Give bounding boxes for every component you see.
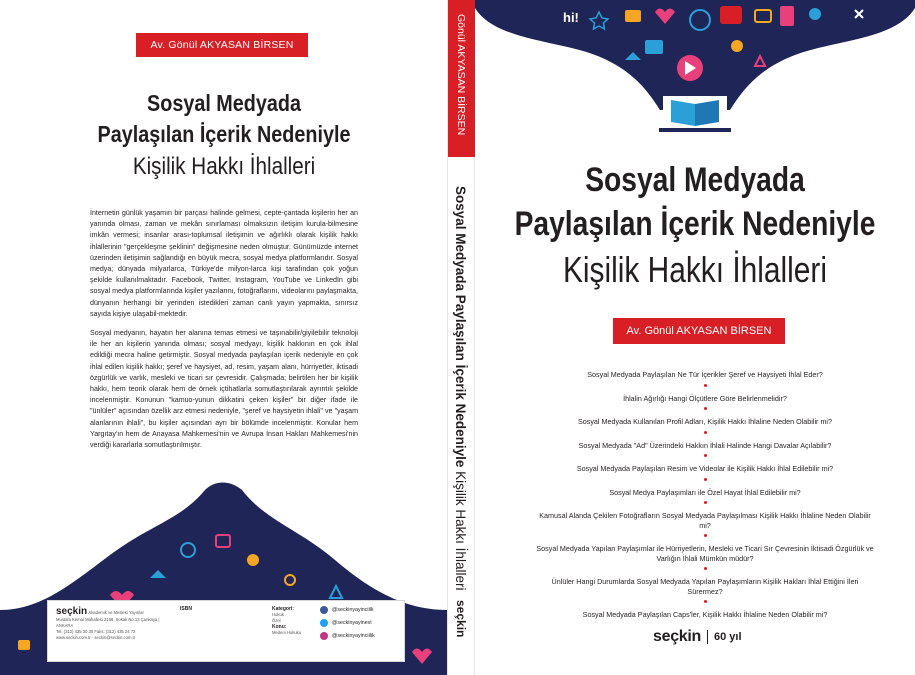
- imprint-logo: seçkin: [56, 606, 88, 617]
- spine-logo: seçkin: [454, 600, 468, 638]
- isbn-label: ISBN: [180, 606, 192, 612]
- question-item: Sosyal Medya Paylaşımları ile Özel Hayat İhlal Edilebilir mi?: [609, 487, 801, 497]
- twitter-handle: @seckinyayinevi: [332, 620, 372, 626]
- question-item: Sosyal Medyada Paylaşılan Ne Tür İçerikler Şeref ve Haysiyeti İhlal Eder?: [587, 370, 823, 379]
- question-separator-dot: [704, 600, 707, 603]
- social-instagram[interactable]: [320, 632, 404, 640]
- back-author-badge: Av. Gönül AKYASAN BİRSEN: [136, 33, 308, 57]
- topic-value: Medeni Hukuku: [272, 630, 302, 635]
- back-title-line3: Kişilik Hakkı İhlalleri: [132, 153, 316, 180]
- spine-author: Gönül AKYASAN BİRSEN: [455, 14, 467, 136]
- instagram-handle: @seckinyayinciilik: [332, 633, 375, 639]
- front-title-line3: Kişilik Hakkı İhlalleri: [562, 249, 827, 290]
- imprint-address: Mustafa Kemal Mahallesi 2158. Sokak No:13 Çankaya | ANKARA: [56, 617, 160, 628]
- question-item: Sosyal Medyada Paylaşılan Resim ve Videolar ile Kişilik Hakkı İhlal Edilebilir mi?: [576, 464, 834, 473]
- question-separator-dot: [704, 407, 707, 410]
- publisher-imprint-box: [47, 600, 405, 662]
- imprint-phone: Tel: (312) 435 30 30 Faks: (312) 435 24 72: [56, 629, 136, 634]
- imprint-address-col: [56, 606, 171, 641]
- question-separator-dot: [704, 384, 707, 387]
- subcategory-value: Özel: [272, 618, 281, 623]
- back-title: [40, 88, 408, 184]
- back-title-line2: Paylaşılan İçerik Nedeniyle: [97, 121, 351, 147]
- category-label: Kategori:: [272, 606, 294, 612]
- front-logo-brand: seçkin: [653, 628, 702, 645]
- spine-title-bold: Sosyal Medyada Paylaşılan İçerik Nedeniyle: [453, 186, 468, 468]
- front-title: [475, 158, 915, 294]
- back-cover: [0, 0, 447, 675]
- front-cover: [475, 0, 915, 675]
- question-separator-dot: [704, 501, 707, 504]
- twitter-icon: [320, 619, 328, 627]
- facebook-icon: [320, 606, 328, 614]
- question-item: Ünlüler Hangi Durumlarda Sosyal Medyada Yapılan Paylaşımların Kişilik Hakları İhlal Ettiğini İleri Sürermez?: [551, 577, 859, 596]
- front-title-line1: Sosyal Medyada: [585, 161, 805, 199]
- question-separator-dot: [704, 534, 707, 537]
- category-value: Hukuk: [272, 612, 284, 617]
- back-title-line1: Sosyal Medyada: [147, 90, 301, 116]
- question-item: Sosyal Medyada Paylaşılan Caps'ler, Kişilik Hakkı İhlaline Neden Olabilir mi?: [582, 610, 828, 619]
- spine-title: [453, 186, 468, 590]
- publisher-logo: [653, 628, 742, 646]
- front-title-line2: Paylaşılan İçerik Nedeniyle: [514, 205, 876, 243]
- question-separator-dot: [704, 567, 707, 570]
- front-illustration: [475, 0, 915, 150]
- imprint-category-col: [272, 606, 316, 636]
- spine: [447, 0, 475, 675]
- question-item: İhlalin Ağırlığı Hangi Ölçütlere Göre Belirlenmelidir?: [623, 393, 787, 403]
- question-item: Sosyal Medyada "Ad" Üzerindeki Hakkın İhlali Halinde Hangi Davalar Açılabilir?: [578, 440, 832, 450]
- instagram-icon: [320, 632, 328, 640]
- logo-divider: [707, 630, 708, 644]
- question-list: [535, 370, 875, 620]
- topic-label: Konu:: [272, 624, 287, 630]
- blurb-paragraph-2: Sosyal medyanın, hayatın her alanına temas etmesi ve taşınabilir/giyilebilir teknoloji ile her an kişilerin yanında olması; sosyal medyayı, kişilik hakkının en çok ihlal edildiği mecra haline getirmiştir. Sosyal medyada paylaşılan içerik nedeniyle en çok ihlal edilen kişilik hakkı; şeref ve haysiyet, ad, resim, yaşam alanı, hürriyetler, iktisadi özgürlük ve varlık, mesleki ve ticari sır çevresidir. Çalışmada; belirtilen her bir kişilik hakkı, hem teorik olarak hem de örnek içtihatlarla somutlaştırılarak ayrıntılı şekilde incelenmiştir. Konunun "kamuo-yunun dikkatini çeken kişiler" bir diğer ifade ile "ünlüler" açısından özellik arz etmesi nedeniyle, "şeref ve haysiyetin ihlali" ve "yaşam alanlarının ihlali", bu kişiler açısından ayrı bir bölümde incelenmiştir. Konular hem Yargıtay'ın hem de Anayasa Mahkemesi'nin ve Avrupa İnsan Hakları Mahkemesi'nin verdiği kararlarla somutlaştırılmıştır.: [90, 329, 358, 450]
- imprint-isbn-col: [180, 606, 260, 612]
- question-item: Kamusal Alanda Çekilen Fotoğrafların Sosyal Medyada Paylaşılması Kişilik Hakkı İhlaline Neden Olabilir mi?: [539, 511, 871, 530]
- question-item: Sosyal Medyada Yapılan Paylaşımlar ile Hürriyetlerin, Mesleki ve Ticari Sır Çevresinin İktisadi Özgürlük ve Varlığın İhlali Mümkün müdür?: [536, 544, 874, 563]
- hi-text: hi!: [563, 10, 579, 25]
- imprint-social-col: [320, 606, 404, 645]
- back-blurb: [90, 208, 358, 459]
- social-twitter[interactable]: [320, 619, 404, 627]
- question-separator-dot: [704, 454, 707, 457]
- question-separator-dot: [704, 478, 707, 481]
- spine-title-regular: Kişilik Hakkı İhlalleri: [453, 471, 468, 591]
- blurb-paragraph-1: İnternetin günlük yaşamın bir parçası halinde gelmesi, cepte-çantada kişilerin her an yanında olması, zaman ve mekân sınırlaması olmaksızın iletişim kurula-bilmesine imkân vermesi; insanlar arası-toplumsal iletişimin ve ağırlıklı olarak kişilik hakkı ihlallerinin "gerçekleşme şeklinin" değişmesine neden olmuştur. Günümüzde internet üzerinden iletişimin sağlandığı en büyük mecra, sosyal medya platformlarıdır. Sosyal medya; dünyada milyarlarca, Türkiye'de milyon-larca kişi tarafından çok yoğun şekilde kullanılmaktadır. Facebook, Twitter, Instagram, YouTube ve LinkedIn gibi sosyal medya platformlarında kişiler yazılarını, fotoğraflarını, videolarını paylaşmakta, dünyanın herhangi bir yerinden istedikleri zaman canlı yayın yapmakta, sınırsız sayıda kişiye ulaşabil-mektedir.: [90, 209, 358, 318]
- facebook-handle: @seckinyayinciilk: [332, 607, 374, 613]
- anniversary-mark: 60 yıl: [714, 631, 742, 643]
- imprint-web: www.seckin.com.tr · seckin@seckin.com.tr: [56, 635, 136, 640]
- imprint-tagline: Akademik ve Mesleki Yayınlar: [88, 610, 144, 615]
- question-separator-dot: [704, 431, 707, 434]
- question-item: Sosyal Medyada Kullanılan Profil Adları, Kişilik Hakkı İhlaline Neden Olabilir mi?: [577, 417, 833, 426]
- social-facebook[interactable]: [320, 606, 404, 614]
- front-author-badge: Av. Gönül AKYASAN BİRSEN: [613, 318, 785, 344]
